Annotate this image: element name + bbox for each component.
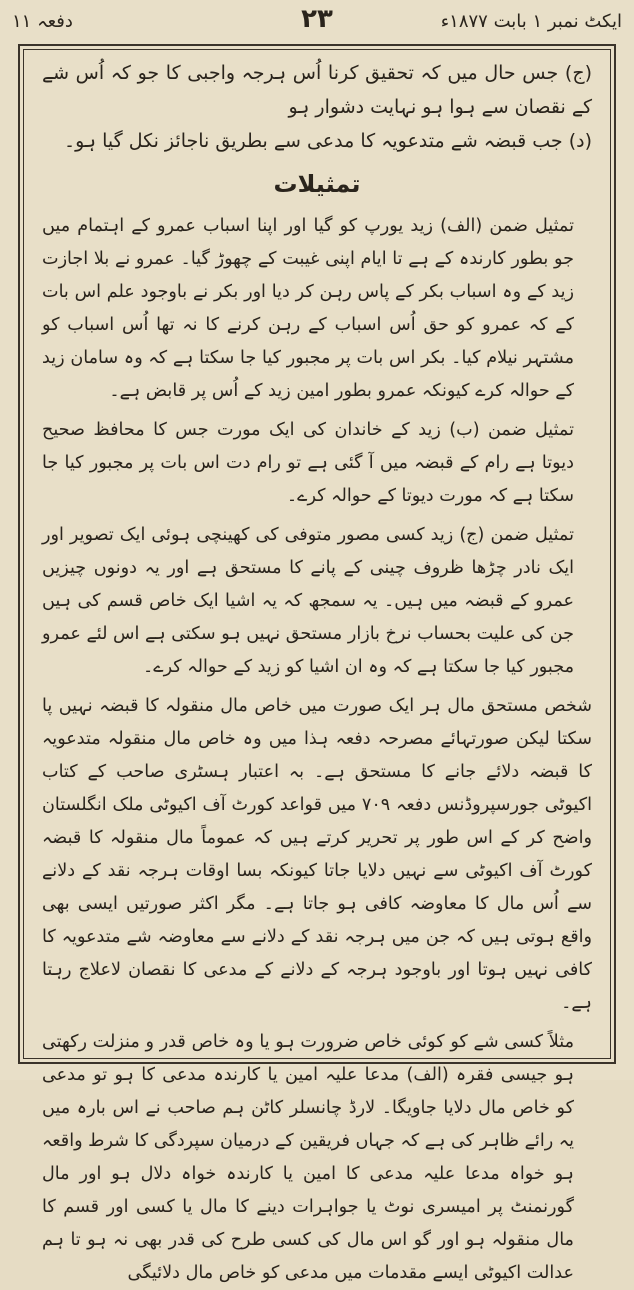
illustration-alif	[42, 210, 592, 408]
illustration-jeem	[42, 519, 592, 684]
paragraph-text: شخص مستحق مال ہر ایک صورت میں خاص مال منقولہ کا قبضہ نہیں پا سکتا لیکن صورتہائے مصرحہ دفعہ ہذا میں وہ خاص مال منقولہ متدعویہ کا قبضہ دلائے جانے کا مستحق ہے۔ بہ اعتبار ہسٹری صاحب کے کتاب اکیوٹی جورسپروڈنس دفعہ ۷۰۹ میں قواعد کورٹ آف اکیوٹی ملک انگلستان واضح کر کے اس طور پر تحریر کرتے ہیں کہ عموماً مال منقولہ کا قبضہ کورٹ آف اکیوٹی سے نہیں دلایا جاتا کیونکہ بسا اوقات ہرجہ نقد کے دلانے سے اُس مال کا معاوضہ کافی ہو جاتا ہے۔ مگر اکثر صورتیں ایسی بھی واقع ہوتی ہیں کہ جن میں ہرجہ نقد کے دلانے سے معاوضہ شے متدعویہ کا کافی نہیں ہوتا اور باوجود ہرجہ کے دلانے کے مدعی کا نقصان لاعلاج رہتا ہے۔	[42, 696, 593, 1013]
paragraph-text: تمثیل ضمن (الف) زید یورپ کو گیا اور اپنا اسباب عمرو کے اہتمام میں جو بطور کارندہ کے ہے تا ایام اپنی غیبت کے چھوڑ گیا۔ عمرو نے بلا اجازت زید کے وہ اسباب بکر کے پاس رہن کر دیا اور بکر نے باوجود علم اس بات کے کہ عمرو کو حق اُس اسباب کے رہن کرنے کا نہ تھا اُس اسباب کو مشتہر نیلام کیا۔ بکر اس بات پر مجبور کیا جا سکتا ہے کہ وہ سامان زید کے حوالہ کرے کیونکہ عمرو بطور امین زید کے اُس پر قابض ہے۔	[42, 216, 574, 401]
illustration-be	[42, 414, 592, 513]
header-act-title: ایکٹ نمبر ۱ بابت ۱۸۷۷ء	[440, 10, 622, 32]
paragraph-text: تمثیل ضمن (ب) زید کے خاندان کی ایک مورت جس کا محافظ صحیح دیوتا ہے رام کے قبضہ میں آ گئی ہے تو رام دت اس بات پر مجبور کیا جا سکتا ہے کہ مورت دیوتا کے حوالہ کرے۔	[42, 420, 574, 506]
page-header	[12, 4, 622, 38]
illustrations-heading: تمثیلات	[273, 170, 361, 198]
header-section: دفعہ ۱۱	[12, 10, 73, 32]
clause-c: (ج) جس حال میں کہ تحقیق کرنا اُس ہرجہ واجبی کا جو کہ اُس شے کے نقصان سے ہوا ہو نہایت دشوار ہو	[42, 62, 592, 118]
clause-d: (د) جب قبضہ شے متدعویہ کا مدعی سے بطریق ناجائز نکل گیا ہو۔	[63, 130, 592, 152]
text-frame	[18, 44, 616, 1283]
paragraph-text: مثلاً کسی شے کو کوئی خاص ضرورت ہو یا وہ خاص قدر و منزلت رکھتی ہو جیسی فقرہ (الف) مدعا علیہ امین یا کارندہ مدعی کا ہو تو مدعی کو خاص مال دلایا جاویگا۔ لارڈ چانسلر کاٹن ہم صاحب نے اس بارہ میں یہ رائے ظاہر کی ہے کہ جہاں فریقین کے درمیان سپردگی کا شرط واقعہ ہو خواہ مدعا علیہ مدعی کا امین یا کارندہ خواہ دلال ہو اور مال گورنمنٹ پر امیسری نوٹ یا جواہرات دینے کا مال یا کسی اور قسم کا مال منقولہ ہو اور گو اس مال کی کسی طرح کی قدر بھی نہ ہو تا ہم عدالت اکیوٹی ایسے مقدمات میں مدعی کو خاص مال دلائیگی	[41, 1032, 574, 1283]
commentary-paragraph	[42, 690, 592, 1020]
page-number: ۲۳	[301, 4, 333, 34]
paragraph-text: تمثیل ضمن (ج) زید کسی مصور متوفی کی کھینچی ہوئی ایک تصویر اور ایک نادر چڑھا ظروف چینی کے پانے کا مستحق ہے اور یہ دونوں چیزیں عمرو کے قبضہ میں ہیں۔ یہ سمجھ کہ یہ اشیا ایک خاص قسم کی ہیں جن کی علیت بحساب نرخ بازار مستحق نہیں ہو سکتی ہے اس لئے عمرو مجبور کیا جا سکتا ہے کہ وہ ان اشیا کو زید کے حوالہ کرے۔	[42, 525, 574, 677]
example-paragraph	[42, 1026, 592, 1290]
